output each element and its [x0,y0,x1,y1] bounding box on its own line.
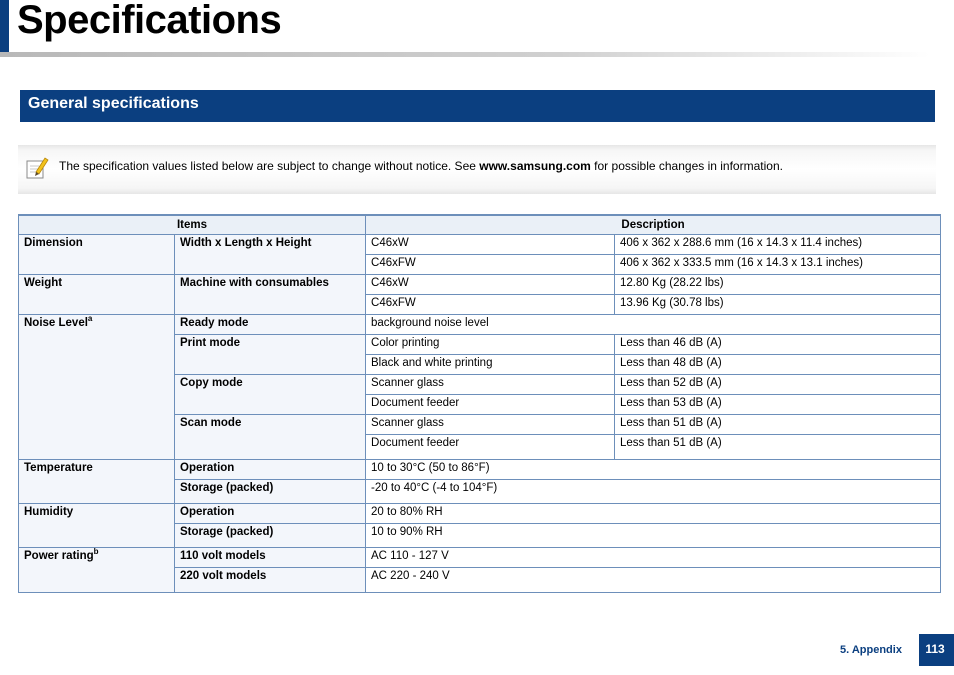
note-box [18,145,936,194]
specifications-table [18,214,941,593]
value-cell: Less than 51 dB (A) [615,415,941,435]
footnote-marker: a [87,314,93,324]
mode-cell: Black and white printing [366,355,615,375]
value-cell: 20 to 80% RH [366,504,941,524]
mode-cell: Document feeder [366,435,615,460]
note-text [59,159,783,173]
section-title: General specifications [28,95,199,112]
item-power-rating [19,548,175,593]
sub-copy-mode: Copy mode [175,375,366,415]
table-row [19,275,941,295]
sub-storage: Storage (packed) [175,480,366,504]
value-cell: 12.80 Kg (28.22 lbs) [615,275,941,295]
mode-cell: Scanner glass [366,415,615,435]
value-cell: Less than 51 dB (A) [615,435,941,460]
value-cell: -20 to 40°C (-4 to 104°F) [366,480,941,504]
value-cell: Less than 52 dB (A) [615,375,941,395]
page-number: 113 [925,642,945,656]
table-row [19,548,941,568]
item-weight: Weight [19,275,175,315]
header-items: Items [19,215,366,235]
noise-label: Noise Level [24,317,88,329]
sub-scan-mode: Scan mode [175,415,366,460]
sub-operation: Operation [175,460,366,480]
item-humidity: Humidity [19,504,175,548]
table-row [19,235,941,255]
table-row [19,504,941,524]
table-row [19,315,941,335]
value-cell: 13.96 Kg (30.78 lbs) [615,295,941,315]
mode-cell: Document feeder [366,395,615,415]
item-temperature: Temperature [19,460,175,504]
sub-print-mode: Print mode [175,335,366,375]
note-text-start: The specification values listed below are subject to change without notice. See [59,159,480,173]
sub-dimension: Width x Length x Height [175,235,366,275]
sub-storage: Storage (packed) [175,524,366,548]
header-description: Description [366,215,941,235]
value-cell: Less than 53 dB (A) [615,395,941,415]
value-cell: 406 x 362 x 288.6 mm (16 x 14.3 x 11.4 inches) [615,235,941,255]
power-label: Power rating [24,550,94,562]
title-accent-bar [0,0,9,52]
sub-operation: Operation [175,504,366,524]
samsung-link[interactable]: www.samsung.com [479,159,591,173]
value-cell: AC 220 - 240 V [366,568,941,593]
sub-220v: 220 volt models [175,568,366,593]
value-cell: 406 x 362 x 333.5 mm (16 x 14.3 x 13.1 inches) [615,255,941,275]
table-row [19,460,941,480]
title-underline [0,52,930,57]
item-noise-level [19,315,175,460]
sub-ready-mode: Ready mode [175,315,366,335]
model-cell: C46xW [366,275,615,295]
value-cell: 10 to 30°C (50 to 86°F) [366,460,941,480]
table-header-row [19,215,941,235]
value-cell: AC 110 - 127 V [366,548,941,568]
mode-cell: Color printing [366,335,615,355]
value-cell: 10 to 90% RH [366,524,941,548]
sub-110v: 110 volt models [175,548,366,568]
section-header [20,90,935,122]
note-pencil-icon [24,155,50,181]
model-cell: C46xFW [366,295,615,315]
footnote-marker: b [93,547,99,557]
mode-cell: Scanner glass [366,375,615,395]
value-cell: Less than 46 dB (A) [615,335,941,355]
item-dimension: Dimension [19,235,175,275]
value-cell: Less than 48 dB (A) [615,355,941,375]
page-title: Specifications [17,0,282,42]
value-cell: background noise level [366,315,941,335]
note-text-end: for possible changes in information. [590,159,783,173]
page-number-box [919,634,954,666]
footer-chapter: 5. Appendix [840,644,902,656]
model-cell: C46xFW [366,255,615,275]
model-cell: C46xW [366,235,615,255]
sub-weight: Machine with consumables [175,275,366,315]
